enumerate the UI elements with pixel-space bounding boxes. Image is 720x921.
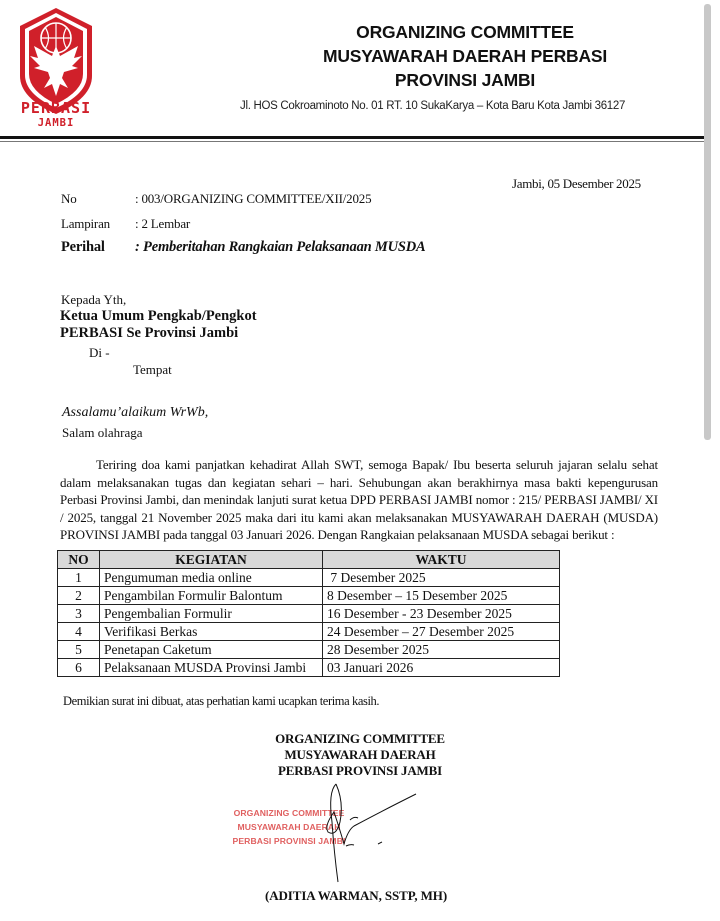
- meta-label: Lampiran: [61, 216, 110, 231]
- salutation: Assalamu’alaikum WrWb,: [62, 405, 209, 420]
- letterhead-address: Jl. HOS Cokroaminoto No. 01 RT. 10 SukaKarya – Kota Baru Kota Jambi 36127: [240, 100, 626, 112]
- column-header-waktu: WAKTU: [323, 551, 560, 569]
- stamp-line: ORGANIZING COMMITTEE: [233, 808, 345, 818]
- meta-row-no: [61, 191, 371, 207]
- letterhead-title-line: MUSYAWARAH DAERAH PERBASI: [322, 46, 608, 66]
- handwritten-signature-icon: [320, 782, 430, 887]
- cell-kegiatan: Pelaksanaan MUSDA Provinsi Jambi: [100, 659, 323, 677]
- cell-no: 3: [58, 605, 100, 623]
- letterhead-divider-thick: [0, 136, 704, 139]
- signature-title-line: ORGANIZING COMMITTEE: [275, 731, 445, 746]
- table-row: [58, 605, 560, 623]
- meta-value: : Pemberitahan Rangkaian Pelaksanaan MUSDA: [135, 239, 426, 255]
- column-header-no: NO: [58, 551, 100, 569]
- meta-value: : 003/ORGANIZING COMMITTEE/XII/2025: [135, 191, 372, 206]
- recipient-line-1: Ketua Umum Pengkab/Pengkot: [60, 308, 257, 324]
- place-date: Jambi, 05 Desember 2025: [512, 176, 641, 191]
- table-row: [58, 569, 560, 587]
- meta-value: : 2 Lembar: [135, 216, 191, 231]
- cell-waktu: 7 Desember 2025: [323, 569, 560, 587]
- signature-title-line: PERBASI PROVINSI JAMBI: [278, 763, 442, 778]
- stamp-line: MUSYAWARAH DAERAH: [237, 822, 341, 832]
- meta-row-perihal: [61, 239, 426, 256]
- recipient-line-2: PERBASI Se Provinsi Jambi: [60, 325, 239, 341]
- cell-waktu: 24 Desember – 27 Desember 2025: [323, 623, 560, 641]
- letterhead-title-line: PROVINSI JAMBI: [394, 70, 536, 90]
- signature-title-line: MUSYAWARAH DAERAH: [284, 747, 436, 762]
- signature-title: [262, 731, 458, 779]
- cell-kegiatan: Pengambilan Formulir Balontum: [100, 587, 323, 605]
- table-header-row: [58, 551, 560, 569]
- logo-text-perbasi: PERBASI: [20, 99, 92, 117]
- meta-row-lampiran: [61, 216, 190, 232]
- table-row: [58, 587, 560, 605]
- cell-kegiatan: Penetapan Caketum: [100, 641, 323, 659]
- schedule-table: [57, 550, 560, 677]
- recipient-di: Di -: [89, 345, 110, 360]
- meta-label: Perihal: [61, 239, 105, 255]
- stamp-line: PERBASI PROVINSI JAMBI: [232, 836, 346, 846]
- letterhead-title-line: ORGANIZING COMMITTEE: [356, 22, 574, 42]
- recipient-tempat: Tempat: [133, 362, 172, 377]
- cell-no: 2: [58, 587, 100, 605]
- letterhead-title: [230, 20, 700, 92]
- cell-waktu: 8 Desember – 15 Desember 2025: [323, 587, 560, 605]
- cell-no: 1: [58, 569, 100, 587]
- signer-name: (ADITIA WARMAN, SSTP, MH): [265, 888, 448, 903]
- letterhead-divider-thin: [0, 141, 704, 142]
- column-header-kegiatan: KEGIATAN: [100, 551, 323, 569]
- closing-sentence: Demikian surat ini dibuat, atas perhatian kami ucapkan terima kasih.: [63, 694, 380, 708]
- cell-no: 4: [58, 623, 100, 641]
- meta-label: No: [61, 191, 77, 206]
- logo-text-jambi: JAMBI: [37, 117, 75, 129]
- recipient-greeting: Kepada Yth,: [61, 292, 127, 307]
- cell-kegiatan: Pengembalian Formulir: [100, 605, 323, 623]
- table-row: [58, 641, 560, 659]
- salam-olahraga: Salam olahraga: [62, 425, 143, 440]
- cell-kegiatan: Verifikasi Berkas: [100, 623, 323, 641]
- body-paragraph: [60, 456, 658, 544]
- perbasi-logo: [14, 6, 98, 131]
- cell-waktu: 28 Desember 2025: [323, 641, 560, 659]
- cell-no: 5: [58, 641, 100, 659]
- cell-no: 6: [58, 659, 100, 677]
- cell-kegiatan: Pengumuman media online: [100, 569, 323, 587]
- cell-waktu: 03 Januari 2026: [323, 659, 560, 677]
- table-row: [58, 623, 560, 641]
- table-row: [58, 659, 560, 677]
- cell-waktu: 16 Desember - 23 Desember 2025: [323, 605, 560, 623]
- body-text: Teriring doa kami panjatkan kehadirat Allah SWT, semoga Bapak/ Ibu beserta seluruh jajaran selalu sehat dalam melaksanakan tugas dan kegiatan sehari – hari. Sehubungan akan berakhirnya masa bakti kepengurusan Perbasi Provinsi Jambi, dan menindak lanjuti surat ketua DPD PERBASI JAMBI nomor : 215/ PERBASI JAMBI/ XI / 2025, tanggal 21 November 2025 maka dari itu kami akan melaksanakan MUSYAWARAH DAERAH (MUSDA) PROVINSI JAMBI pada tanggal 03 Januari 2026. Dengan Rangkaian pelaksanaan MUSDA sebagai berikut :: [60, 457, 658, 543]
- vertical-scrollbar[interactable]: [704, 4, 711, 440]
